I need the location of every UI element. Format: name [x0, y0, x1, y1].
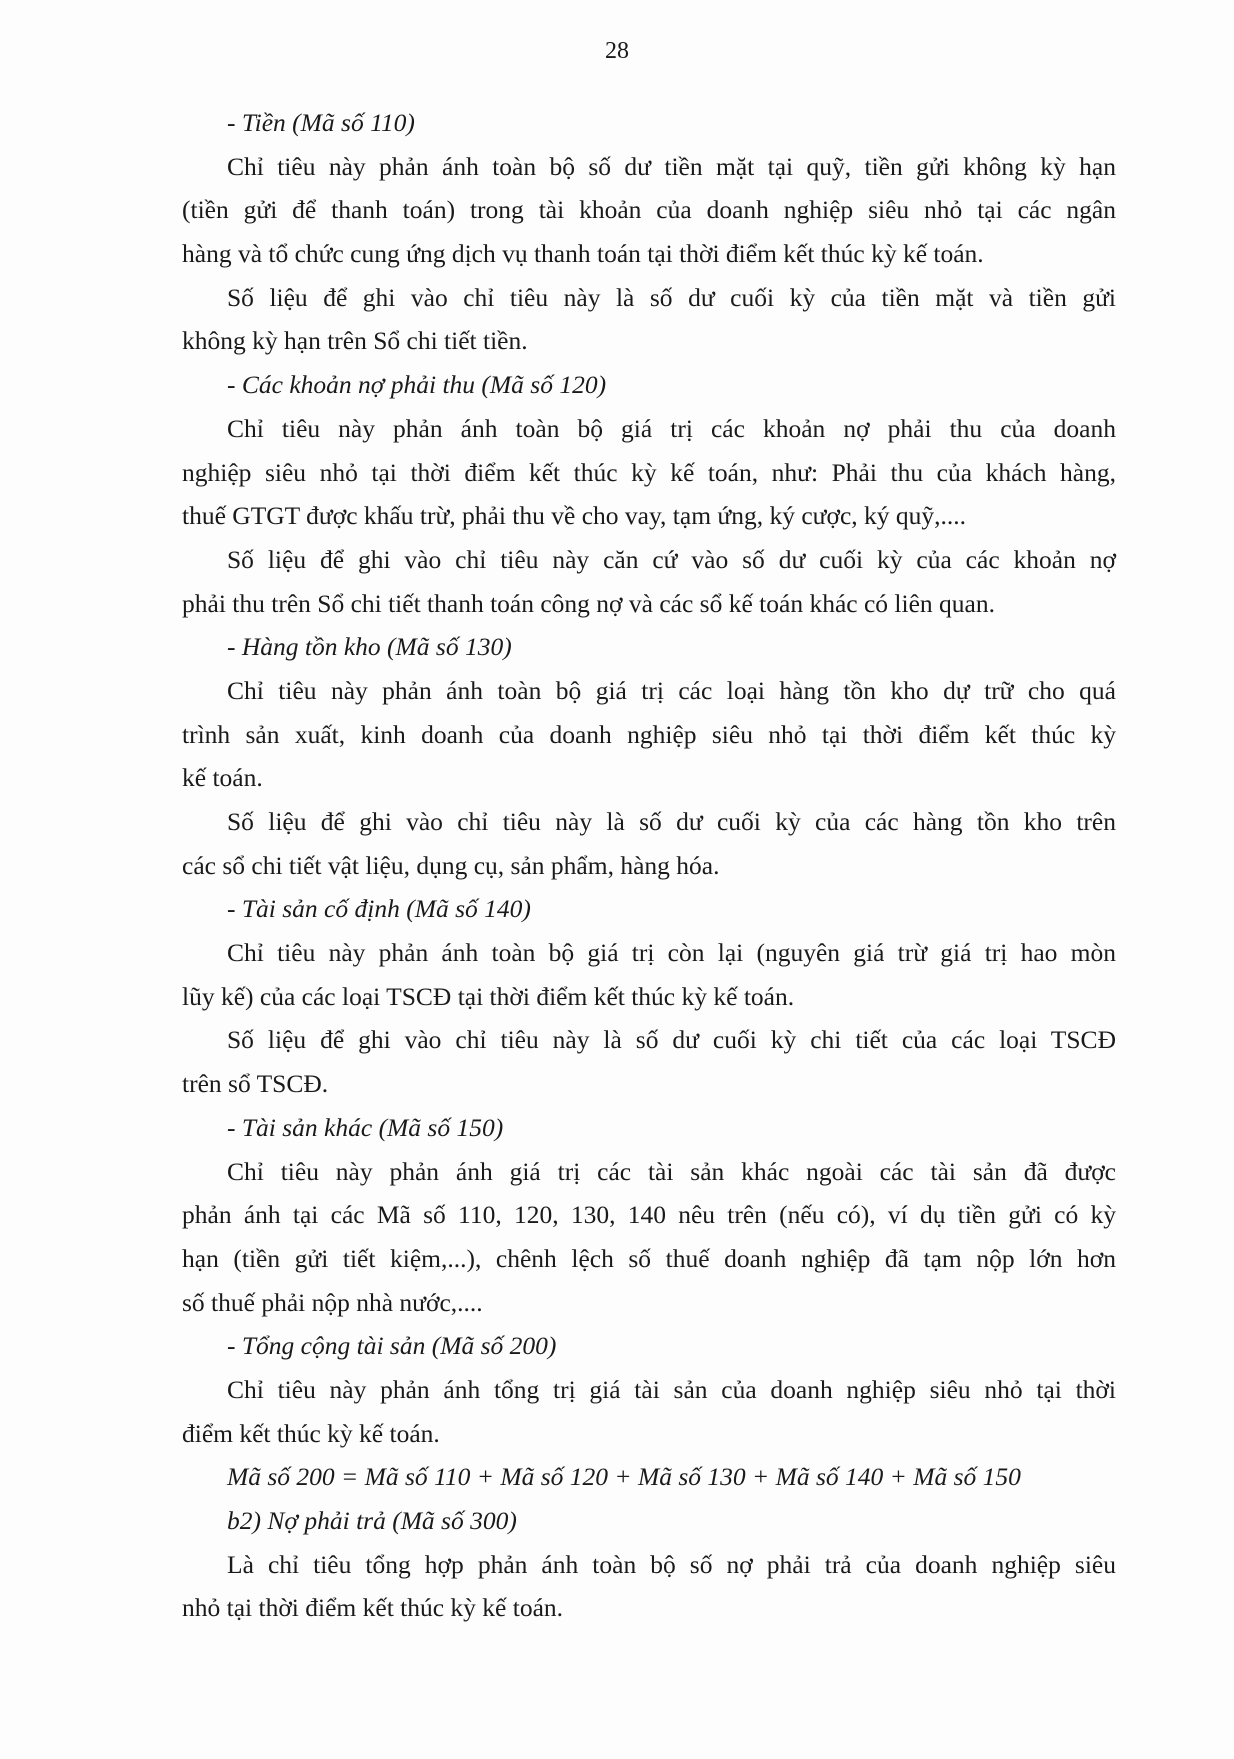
body-text-line: nhỏ tại thời điểm kết thúc kỳ kế toán.: [182, 1593, 564, 1623]
body-text-line: Chỉ tiêu này phản ánh toàn bộ số dư tiền mặt tại quỹ, tiền gửi không kỳ hạn: [227, 151, 1116, 181]
section-heading-line: - Các khoản nợ phải thu (Mã số 120): [227, 370, 607, 400]
section-heading-line: - Tiền (Mã số 110): [227, 108, 415, 137]
section-heading-line: - Hàng tồn kho (Mã số 130): [227, 632, 512, 662]
page-body: [182, 101, 1116, 1630]
body-text-line: không kỳ hạn trên Sổ chi tiết tiền.: [182, 326, 528, 356]
body-text-line: Chỉ tiêu này phản ánh toàn bộ giá trị các khoản nợ phải thu của doanh: [227, 413, 1116, 443]
body-text-line: Chỉ tiêu này phản ánh toàn bộ giá trị các loại hàng tồn kho dự trữ cho quá: [227, 675, 1116, 705]
body-text-line: phải thu trên Sổ chi tiết thanh toán công nợ và các sổ kế toán khác có liên quan.: [182, 588, 995, 618]
body-text-line: số thuế phải nộp nhà nước,....: [182, 1287, 483, 1317]
section-heading-line: - Tài sản khác (Mã số 150): [227, 1112, 504, 1142]
body-text-line: lũy kế) của các loại TSCĐ tại thời điểm kết thúc kỳ kế toán.: [182, 981, 795, 1011]
section-heading-line: Mã số 200 = Mã số 110 + Mã số 120 + Mã số 130 + Mã số 140 + Mã số 150: [227, 1462, 1021, 1492]
body-text-line: Số liệu để ghi vào chỉ tiêu này căn cứ vào số dư cuối kỳ của các khoản nợ: [227, 544, 1116, 574]
body-text-line: kế toán.: [182, 763, 263, 793]
body-text-line: hàng và tổ chức cung ứng dịch vụ thanh toán tại thời điểm kết thúc kỳ kế toán.: [182, 239, 984, 269]
section-heading-line: b2) Nợ phải trả (Mã số 300): [227, 1506, 517, 1535]
section-heading-line: - Tài sản cố định (Mã số 140): [227, 894, 531, 924]
body-text-line: Số liệu để ghi vào chỉ tiêu này là số dư cuối kỳ của các hàng tồn kho trên: [227, 807, 1116, 836]
page-number: 28: [605, 38, 629, 64]
body-text-line: Là chỉ tiêu tổng hợp phản ánh toàn bộ số nợ phải trả của doanh nghiệp siêu: [227, 1549, 1116, 1579]
body-text-line: thuế GTGT được khấu trừ, phải thu về cho vay, tạm ứng, ký cược, ký quỹ,....: [182, 501, 967, 531]
body-text-line: trình sản xuất, kinh doanh của doanh nghiệp siêu nhỏ tại thời điểm kết thúc kỳ: [182, 719, 1116, 749]
body-text-line: nghiệp siêu nhỏ tại thời điểm kết thúc kỳ kế toán, như: Phải thu của khách hàng,: [182, 457, 1116, 487]
body-text-line: (tiền gửi để thanh toán) trong tài khoản của doanh nghiệp siêu nhỏ tại các ngân: [182, 195, 1116, 225]
body-text-line: hạn (tiền gửi tiết kiệm,...), chênh lệch số thuế doanh nghiệp đã tạm nộp lớn hơn: [182, 1243, 1116, 1273]
section-heading-line: - Tổng cộng tài sản (Mã số 200): [227, 1331, 557, 1361]
body-text-line: Chỉ tiêu này phản ánh tổng trị giá tài sản của doanh nghiệp siêu nhỏ tại thời: [227, 1374, 1116, 1404]
body-text-line: điểm kết thúc kỳ kế toán.: [182, 1418, 440, 1448]
body-text-line: phản ánh tại các Mã số 110, 120, 130, 140 nêu trên (nếu có), ví dụ tiền gửi có kỳ: [182, 1200, 1116, 1230]
body-text-line: các sổ chi tiết vật liệu, dụng cụ, sản phẩm, hàng hóa.: [182, 850, 720, 880]
body-text-line: Số liệu để ghi vào chỉ tiêu này là số dư cuối kỳ của tiền mặt và tiền gửi: [227, 282, 1116, 312]
body-text-line: Chỉ tiêu này phản ánh toàn bộ giá trị còn lại (nguyên giá trừ giá trị hao mòn: [227, 938, 1116, 968]
body-text-line: Số liệu để ghi vào chỉ tiêu này là số dư cuối kỳ chi tiết của các loại TSCĐ: [227, 1025, 1116, 1055]
body-text-line: Chỉ tiêu này phản ánh giá trị các tài sản khác ngoài các tài sản đã được: [227, 1156, 1116, 1186]
body-text-line: trên sổ TSCĐ.: [182, 1069, 329, 1099]
